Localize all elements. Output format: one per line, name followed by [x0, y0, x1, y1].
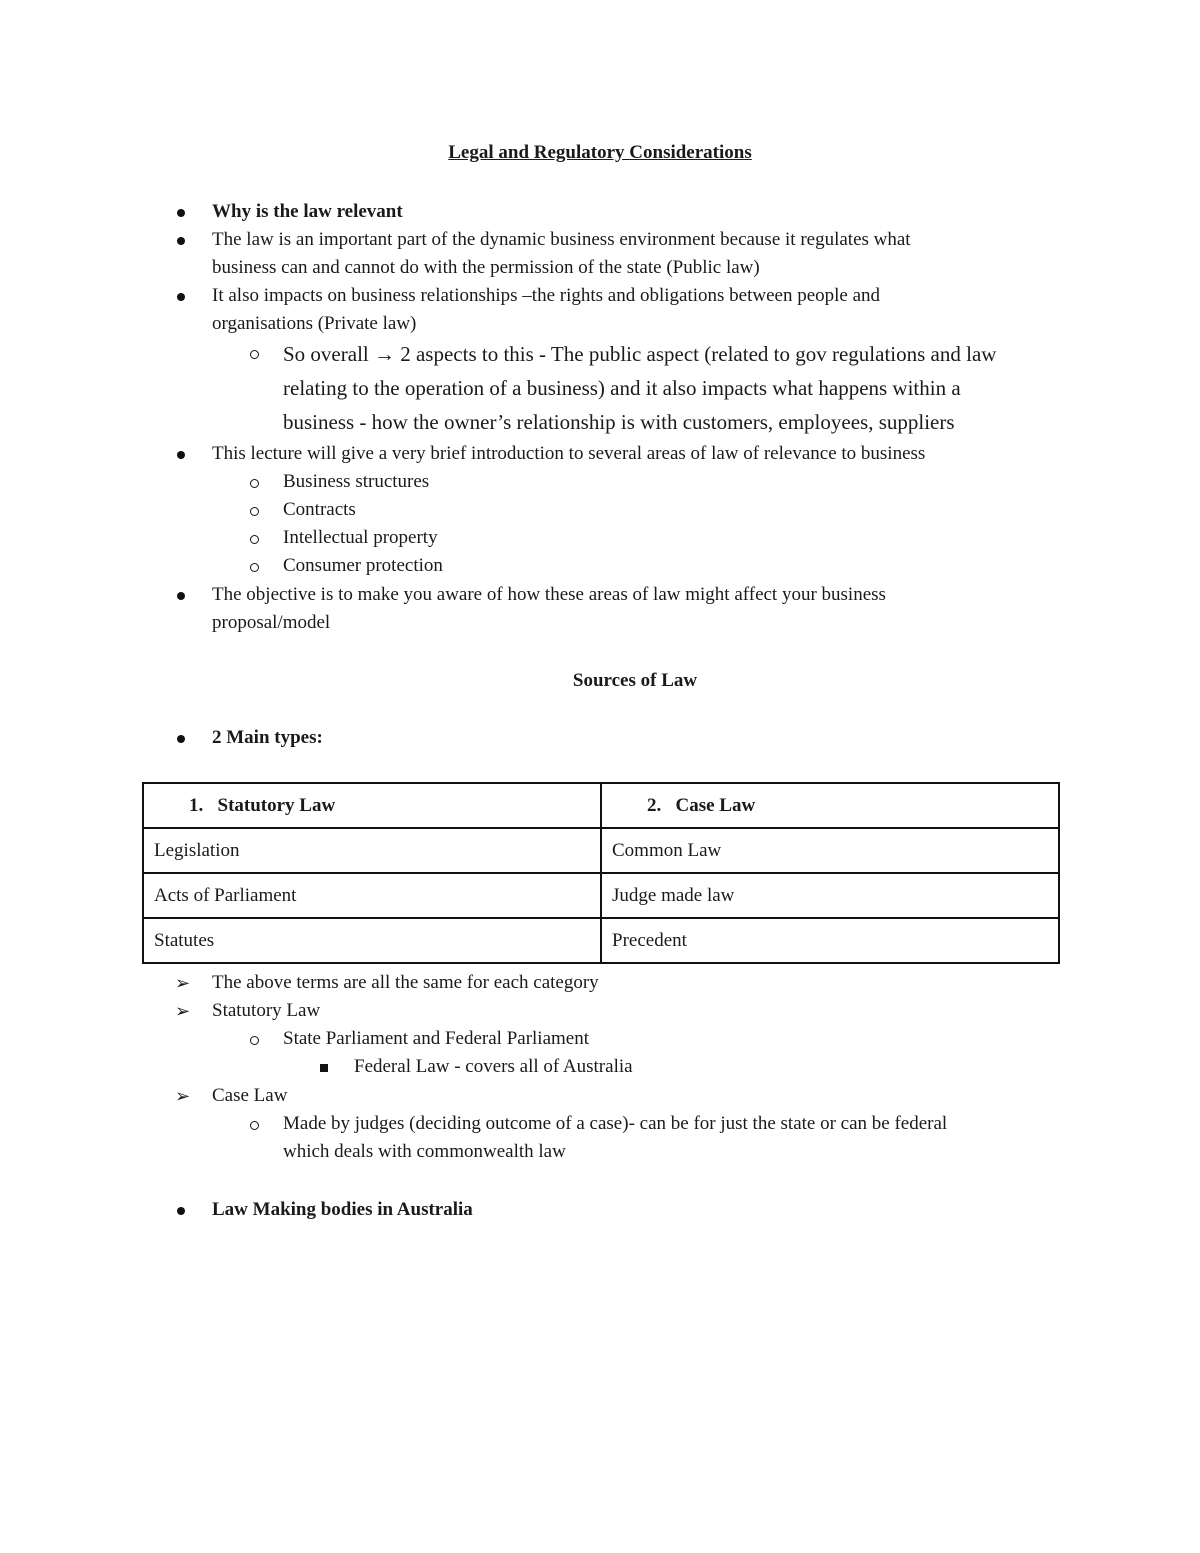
main-types-label: 2 Main types:: [212, 727, 323, 748]
ring-bullet-icon: [250, 563, 259, 572]
why-heading: Why is the law relevant: [212, 201, 403, 222]
table-header-row: [143, 783, 1059, 828]
ring-bullet-icon: [250, 507, 259, 516]
bullet-icon: [177, 592, 185, 600]
paragraph-line: So overall → 2 aspects to this - The public aspect (related to gov regulations and law: [283, 342, 997, 366]
arrow-bullet-icon: ➢: [175, 1001, 191, 1021]
bullet-icon: [177, 237, 185, 245]
paragraph-line: This lecture will give a very brief introduction to several areas of law of relevance to business: [212, 443, 926, 464]
square-bullet-icon: [320, 1064, 328, 1072]
list-item: Intellectual property: [283, 527, 438, 548]
header-label: Case Law: [675, 794, 756, 816]
law-making-heading: Law Making bodies in Australia: [212, 1199, 473, 1220]
paragraph-line: organisations (Private law): [212, 313, 417, 334]
paragraph-line: Federal Law - covers all of Australia: [354, 1056, 633, 1077]
table-row: [143, 828, 1059, 873]
arrow-bullet-icon: ➢: [175, 973, 191, 993]
bullet-icon: [177, 735, 185, 743]
header-label: Statutory Law: [217, 794, 336, 816]
table-row: [143, 918, 1059, 963]
paragraph-line: Made by judges (deciding outcome of a case)- can be for just the state or can be federal: [283, 1113, 948, 1134]
header-number: 2.: [647, 794, 662, 816]
arrow-bullet-icon: ➢: [175, 1086, 191, 1106]
paragraph-line: Statutory Law: [212, 1000, 321, 1021]
header-number: 1.: [189, 794, 204, 816]
table-header-cell: [601, 783, 1059, 828]
paragraph-line: business - how the owner’s relationship is with customers, employees, suppliers: [283, 410, 955, 434]
section-heading: Sources of Law: [572, 670, 698, 691]
bullet-icon: [177, 1207, 185, 1215]
page-title: Legal and Regulatory Considerations: [448, 142, 752, 163]
bullet-icon: [177, 209, 185, 217]
ring-bullet-icon: [250, 479, 259, 488]
ring-bullet-icon: [250, 350, 259, 359]
table-cell: Judge made law: [601, 873, 1059, 918]
bullet-icon: [177, 293, 185, 301]
list-item: Business structures: [283, 471, 430, 492]
list-item: Consumer protection: [283, 555, 443, 576]
table-cell: Common Law: [601, 828, 1059, 873]
paragraph-line: business can and cannot do with the permission of the state (Public law): [212, 257, 760, 278]
paragraph-line: Case Law: [212, 1085, 288, 1106]
paragraph-line: The above terms are all the same for each category: [212, 972, 599, 993]
table-cell: Acts of Parliament: [143, 873, 601, 918]
paragraph-line: The law is an important part of the dynamic business environment because it regulates what: [212, 229, 911, 250]
ring-bullet-icon: [250, 535, 259, 544]
table-row: [143, 873, 1059, 918]
bullet-icon: [177, 451, 185, 459]
table-cell: Legislation: [143, 828, 601, 873]
law-types-table: [142, 782, 1060, 964]
ring-bullet-icon: [250, 1121, 259, 1130]
list-item: Contracts: [283, 499, 356, 520]
table-cell: Statutes: [143, 918, 601, 963]
paragraph-line: which deals with commonwealth law: [283, 1141, 566, 1162]
paragraph-line: proposal/model: [212, 612, 331, 633]
paragraph-line: State Parliament and Federal Parliament: [283, 1028, 590, 1049]
ring-bullet-icon: [250, 1036, 259, 1045]
paragraph-line: relating to the operation of a business) and it also impacts what happens within a: [283, 376, 961, 400]
table-header-cell: [143, 783, 601, 828]
paragraph-line: It also impacts on business relationships –the rights and obligations between people and: [212, 285, 881, 306]
paragraph-line: The objective is to make you aware of how these areas of law might affect your business: [212, 584, 886, 605]
table-cell: Precedent: [601, 918, 1059, 963]
